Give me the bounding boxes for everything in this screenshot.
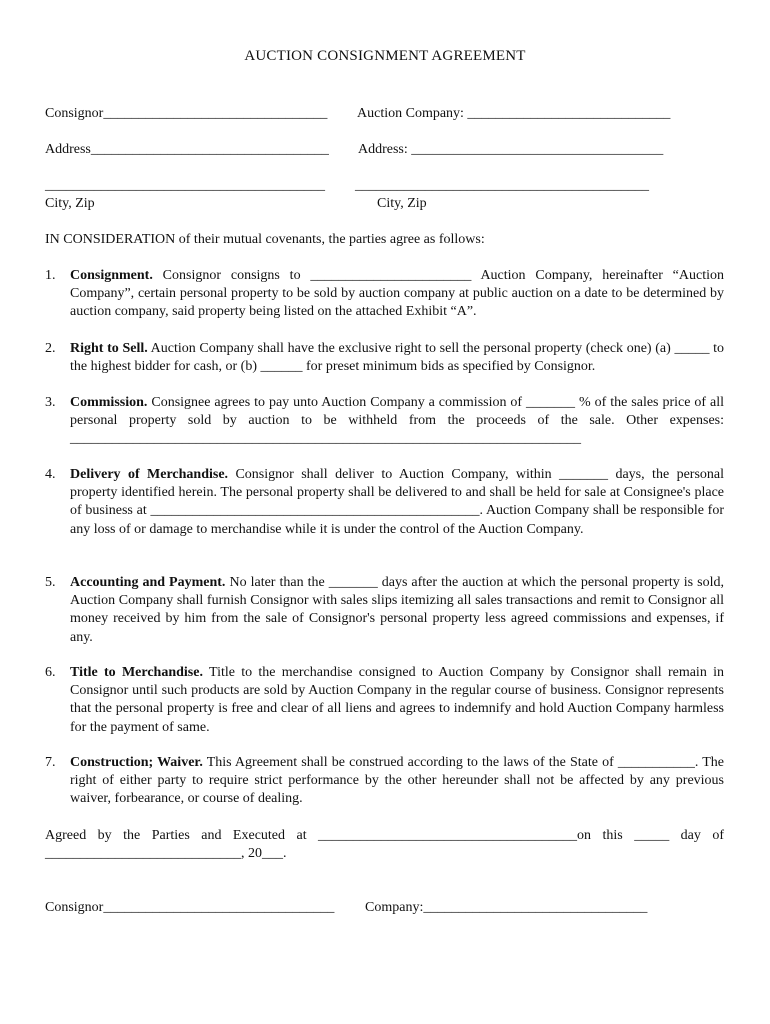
clause-4-heading: Delivery of Merchandise. (70, 467, 229, 482)
clause-2-heading: Right to Sell. (70, 341, 148, 356)
document-title: AUCTION CONSIGNMENT AGREEMENT (244, 48, 526, 64)
clause-1-number: 1. (45, 268, 56, 283)
clause-2 (70, 340, 724, 376)
clause-6 (70, 664, 724, 737)
clause-7-number: 7. (45, 755, 56, 770)
clause-2-number: 2. (45, 341, 56, 356)
clause-2-text: Auction Company shall have the exclusive right to sell the personal property (check one) (a) _____ to the highest bidder for cash, or (b) ______ for preset minimum bids as specified by Consignor. (70, 341, 725, 375)
clause-7-heading: Construction; Waiver. (70, 755, 203, 770)
consignor-city-blank: ________________________________________ (45, 178, 325, 193)
company-city-zip-label: City, Zip (377, 196, 427, 211)
clause-6-number: 6. (45, 665, 56, 680)
clause-3 (70, 394, 724, 449)
clause-3-number: 3. (45, 395, 56, 410)
consignor-city-zip-label: City, Zip (45, 196, 95, 211)
company-address-field: Address: ____________________________________ (358, 142, 664, 157)
consignor-field: Consignor________________________________ (45, 106, 328, 121)
clause-4-number: 4. (45, 467, 56, 482)
company-city-blank: __________________________________________ (355, 178, 649, 193)
intro-text: IN CONSIDERATION of their mutual covenants, the parties agree as follows: (45, 232, 485, 247)
clause-6-heading: Title to Merchandise. (70, 665, 203, 680)
clause-7-text: This Agreement shall be construed according to the laws of the State of ___________. The right of either party to require strict performance by the other hereunder shall not be affected by any previous waiver, forbearance, or course of dealing. (70, 755, 724, 807)
clause-5-text: No later than the _______ days after the auction at which the personal property is sold, Auction Company shall furnish Consignor with sales slips itemizing all sales transactions and remit to Consignor all money received by him from the sale of Consignor's personal property less agreed commissions and expenses, if any. (70, 575, 724, 645)
consignor-signature-line: Consignor_________________________________ (45, 900, 335, 915)
clause-1 (70, 267, 724, 322)
clause-5-number: 5. (45, 575, 56, 590)
consignor-address-field: Address__________________________________ (45, 142, 329, 157)
auction-company-field: Auction Company: _____________________________ (357, 106, 671, 121)
clause-6-text: Title to the merchandise consigned to Auction Company by Consignor shall remain in Consignor until such products are sold by Auction Company in the regular course of business. Consignor represents that the personal property is free and clear of all liens and agrees to indemnify and hold Auction Company harmless for the payment of same. (70, 665, 724, 735)
execution-statement: Agreed by the Parties and Executed at _____________________________________on this _____ day of ____________________________, 20___. (45, 828, 724, 862)
clause-4-text: Consignor shall deliver to Auction Company, within _______ days, the personal property identified herein. The personal property shall be delivered to and shall be held for sale at Consignee's place of business at _______________________________________________. Auction Company shall be responsible for any loss of or damage to merchandise while it is under the control of the Auction Company. (70, 467, 724, 537)
clause-4 (70, 466, 724, 539)
company-signature-line: Company:________________________________ (365, 900, 648, 915)
clause-1-heading: Consignment. (70, 268, 153, 283)
clause-7 (70, 754, 724, 809)
clause-5-heading: Accounting and Payment. (70, 575, 226, 590)
clause-5 (70, 574, 724, 647)
clause-3-text: Consignee agrees to pay unto Auction Company a commission of _______ % of the sales price of all personal property sold by auction to be withheld from the proceeds of the sale. Other expenses: _________________________________________________________________________ (70, 395, 724, 447)
clause-3-heading: Commission. (70, 395, 148, 410)
clause-1-text: Consignor consigns to _______________________ Auction Company, hereinafter “Auction Company”, certain personal property to be sold by auction company at public auction on a date to be determined by auction company, said property being listed on the attached Exhibit “A”. (70, 268, 724, 320)
